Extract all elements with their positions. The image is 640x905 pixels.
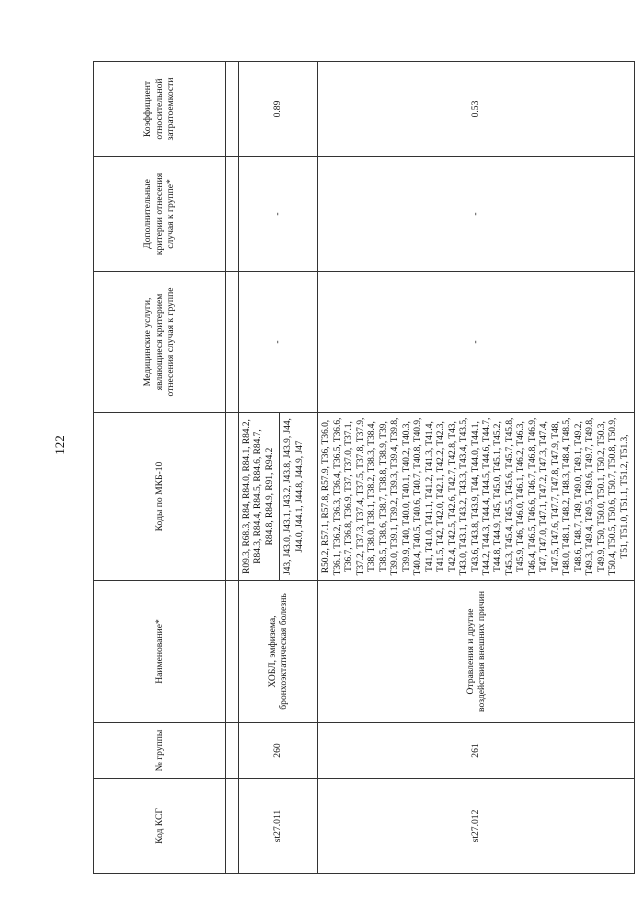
spacer-row (226, 62, 239, 874)
cell-code: st27.011 (239, 779, 318, 874)
col-header-code: Код КСГ (94, 779, 226, 874)
cell-code: st27.012 (318, 779, 635, 874)
document-table-rotated (93, 62, 630, 874)
cell-services: - (239, 272, 318, 413)
cell-name: ХОБЛ, эмфизема, бронхоэктатическая болезнь (239, 581, 318, 723)
col-header-icd: Коды по МКБ-10 (94, 413, 226, 581)
col-header-group-no: № группы (94, 723, 226, 779)
table-row (239, 62, 280, 874)
ksg-table (93, 61, 635, 874)
table-row (318, 62, 635, 874)
cell-icd: R09.3, R68.3, R84, R84.0, R84.1, R84.2, R84.3, R84.4, R84.5, R84.6, R84.7, R84.8, R84.9, R91, R94.2 (239, 413, 280, 581)
col-header-coef: Коэффициент относительной затратоемкости (94, 62, 226, 157)
header-row (94, 62, 226, 874)
cell-icd: R50.2, R57.1, R57.8, R57.9, T36, T36.0, T36.1, T36.2, T36.3, T36.4, T36.5, T36.6, T36.7, T36.8, T36.9, T37, T37.0, T37.1, T37.2, T37.3, T37.4, T37.5, T37.8, T37.9, T38, T38.0, T38.1, T38.2, T38.3, T38.4, T38.5, T38.6, T38.7, T38.8, T38.9, T39, T39.0, T39.1, T39.2, T39.3, T39.4, T39.8, T39.9, T40, T40.0, T40.1, T40.2, T40.3, T40.4, T40.5, T40.6, T40.7, T40.8, T40.9, T41, T41.0, T41.1, T41.2, T41.3, T41.4, T41.5, T42, T42.0, T42.1, T42.2, T42.3, T42.4, T42.5, T42.6, T42.7, T42.8, T43, T43.0, T43.1, T43.2, T43.3, T43.4, T43.5, T43.6, T43.8, T43.9, T44, T44.0, T44.1, T44.2, T44.3, T44.4, T44.5, T44.6, T44.7, T44.8, T44.9, T45, T45.0, T45.1, T45.2, T45.3, T45.4, T45.5, T45.6, T45.7, T45.8, T45.9, T46, T46.0, T46.1, T46.2, T46.3, T46.4, T46.5, T46.6, T46.7, T46.8, T46.9, T47, T47.0, T47.1, T47.2, T47.3, T47.4, T47.5, T47.6, T47.7, T47.8, T47.9, T48, T48.0, T48.1, T48.2, T48.3, T48.4, T48.5, T48.6, T48.7, T49, T49.0, T49.1, T49.2, T49.3, T49.4, T49.5, T49.6, T49.7, T49.8, T49.9, T50, T50.0, T50.1, T50.2, T50.3, T50.4, T50.5, T50.6, T50.7, T50.8, T50.9, T51, T51.0, T51.1, T51.2, T51.3, (318, 413, 635, 581)
page-number: 122 (52, 435, 67, 455)
cell-coef: 0.53 (318, 62, 635, 157)
cell-coef: 0.89 (239, 62, 318, 157)
cell-group-no: 261 (318, 723, 635, 779)
cell-extra: - (239, 157, 318, 272)
cell-icd: J43, J43.0, J43.1, J43.2, J43.8, J43.9, J44, J44.0, J44.1, J44.8, J44.9, J47 (280, 413, 318, 581)
col-header-extra: Дополнительные критерии отнесения случая к группе* (94, 157, 226, 272)
cell-services: - (318, 272, 635, 413)
col-header-services: Медицинские услуги, являющиеся критерием отнесения случая к группе (94, 272, 226, 413)
col-header-name: Наименование* (94, 581, 226, 723)
cell-group-no: 260 (239, 723, 318, 779)
cell-extra: - (318, 157, 635, 272)
cell-name: Отравления и другие воздействия внешних причин (318, 581, 635, 723)
